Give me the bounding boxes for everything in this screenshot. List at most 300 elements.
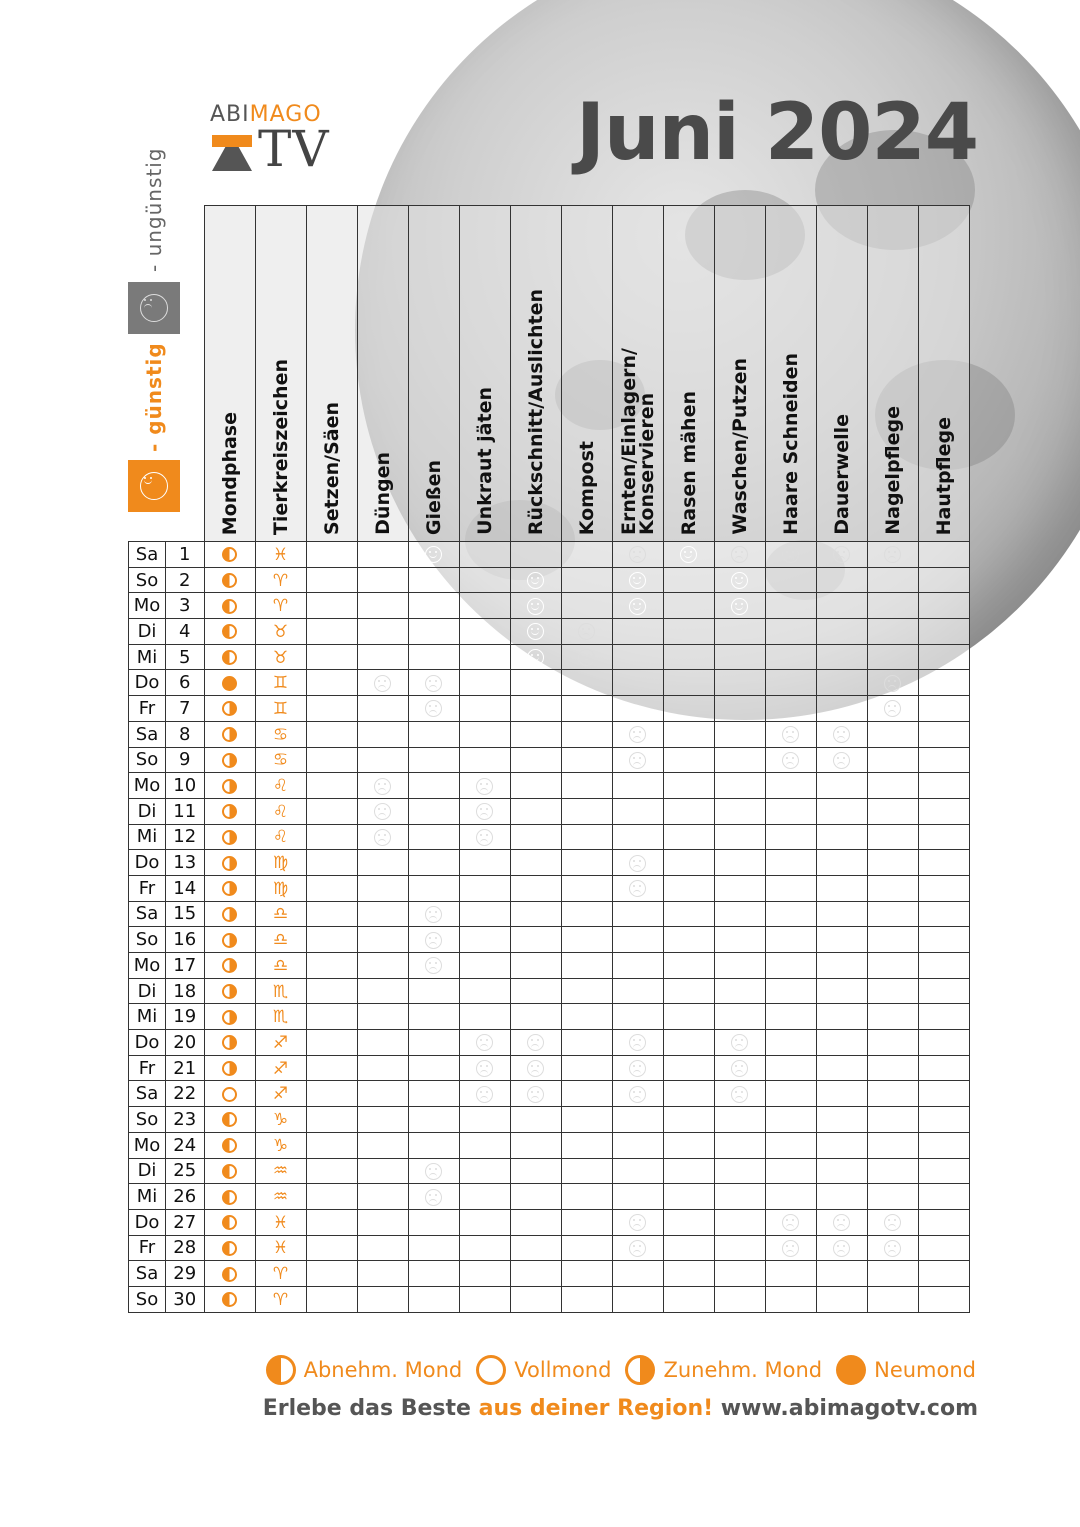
favorable-cell xyxy=(459,1158,510,1184)
empty-cell xyxy=(306,670,357,696)
zodiac-cell xyxy=(255,1286,306,1312)
empty-cell xyxy=(867,927,918,953)
empty-cell xyxy=(561,953,612,979)
column-header-label: Dauerwelle xyxy=(830,414,853,535)
empty-cell xyxy=(408,1081,459,1107)
empty-cell xyxy=(663,798,714,824)
smile-icon xyxy=(527,675,544,692)
favorable-cell xyxy=(408,1004,459,1030)
empty-cell xyxy=(408,1286,459,1312)
wane-moon-icon xyxy=(222,1215,237,1230)
empty-cell xyxy=(663,901,714,927)
weekday-cell: So xyxy=(129,927,166,953)
column-header xyxy=(306,206,357,542)
empty-cell xyxy=(612,1184,663,1210)
empty-cell xyxy=(663,644,714,670)
favorable-cell xyxy=(306,644,357,670)
moon-phase-cell xyxy=(204,721,255,747)
moon-phase-cell xyxy=(204,644,255,670)
date-cell: 22 xyxy=(166,1081,205,1107)
empty-cell xyxy=(918,1004,969,1030)
frown-icon xyxy=(782,1240,799,1257)
smile-icon xyxy=(323,855,340,872)
empty-cell xyxy=(918,1209,969,1235)
empty-cell xyxy=(816,1107,867,1133)
smile-icon xyxy=(782,829,799,846)
favorable-cell xyxy=(765,850,816,876)
frown-icon xyxy=(629,546,646,563)
column-header xyxy=(255,206,306,542)
empty-cell xyxy=(459,953,510,979)
empty-cell xyxy=(357,542,408,568)
unfavorable-cell xyxy=(510,1055,561,1081)
empty-cell xyxy=(561,1286,612,1312)
column-header-label: Unkraut jäten xyxy=(473,387,496,535)
date-cell: 6 xyxy=(166,670,205,696)
empty-cell xyxy=(561,1158,612,1184)
empty-cell xyxy=(663,1184,714,1210)
zodiac-sign-icon: ♌ xyxy=(272,801,289,822)
unfavorable-cell xyxy=(459,824,510,850)
zodiac-cell xyxy=(255,978,306,1004)
unfavorable-cell xyxy=(816,747,867,773)
favorable-cell xyxy=(714,1158,765,1184)
frown-icon xyxy=(425,1189,442,1206)
empty-cell xyxy=(561,1004,612,1030)
empty-cell xyxy=(663,773,714,799)
empty-cell xyxy=(714,1004,765,1030)
unfavorable-cell xyxy=(459,798,510,824)
empty-cell xyxy=(714,644,765,670)
smile-icon xyxy=(323,1291,340,1308)
smile-icon xyxy=(527,598,544,615)
date-cell: 26 xyxy=(166,1184,205,1210)
empty-cell xyxy=(714,747,765,773)
empty-cell xyxy=(714,824,765,850)
empty-cell xyxy=(459,542,510,568)
empty-cell xyxy=(612,978,663,1004)
favorable-cell xyxy=(306,798,357,824)
moon-phase-cell xyxy=(204,1107,255,1133)
empty-cell xyxy=(765,1107,816,1133)
frown-icon xyxy=(782,546,799,563)
favorable-cell xyxy=(612,1286,663,1312)
smile-icon xyxy=(680,1009,697,1026)
wane-moon-icon xyxy=(222,650,237,665)
empty-cell xyxy=(816,1184,867,1210)
empty-cell xyxy=(816,1004,867,1030)
column-header-label: Setzen/Säen xyxy=(320,402,343,535)
date-cell: 13 xyxy=(166,850,205,876)
favorable-cell xyxy=(408,850,459,876)
favorable-cell xyxy=(765,824,816,850)
empty-cell xyxy=(663,747,714,773)
smile-icon xyxy=(731,1240,748,1257)
empty-cell xyxy=(816,927,867,953)
empty-cell xyxy=(918,953,969,979)
empty-cell xyxy=(867,1081,918,1107)
day-row xyxy=(129,644,970,670)
zodiac-sign-icon: ♋ xyxy=(272,724,289,745)
favorable-cell xyxy=(408,721,459,747)
smile-icon xyxy=(425,726,442,743)
moon-legend-label: Zunehm. Mond xyxy=(663,1358,823,1382)
favorable-cell xyxy=(306,1286,357,1312)
unfavorable-cell xyxy=(816,1235,867,1261)
empty-cell xyxy=(816,978,867,1004)
favorable-cell xyxy=(357,1132,408,1158)
smile-icon xyxy=(731,598,748,615)
empty-cell xyxy=(612,670,663,696)
empty-cell xyxy=(510,1158,561,1184)
zodiac-cell xyxy=(255,824,306,850)
unfavorable-cell xyxy=(561,644,612,670)
date-cell: 25 xyxy=(166,1158,205,1184)
empty-cell xyxy=(357,747,408,773)
smile-icon xyxy=(731,572,748,589)
empty-cell xyxy=(408,798,459,824)
moon-phase-cell xyxy=(204,1132,255,1158)
empty-cell xyxy=(918,593,969,619)
abimago-tv-logo[interactable] xyxy=(210,102,340,182)
column-header-label: Kompost xyxy=(575,440,598,535)
favorable-cell xyxy=(357,1081,408,1107)
moon-phase-cell xyxy=(204,542,255,568)
zodiac-cell xyxy=(255,721,306,747)
day-row xyxy=(129,1081,970,1107)
frown-icon xyxy=(731,1086,748,1103)
empty-cell xyxy=(357,696,408,722)
frown-icon xyxy=(425,1163,442,1180)
empty-cell xyxy=(765,1158,816,1184)
date-cell: 20 xyxy=(166,1030,205,1056)
new-moon-icon xyxy=(836,1355,866,1385)
smile-icon xyxy=(323,778,340,795)
smile-icon xyxy=(323,649,340,666)
empty-cell xyxy=(510,927,561,953)
favorable-cell xyxy=(510,593,561,619)
unfavorable-cell xyxy=(357,798,408,824)
zodiac-cell xyxy=(255,875,306,901)
unfavorable-cell xyxy=(510,1030,561,1056)
unfavorable-cell xyxy=(459,1030,510,1056)
favorable-cell xyxy=(918,721,969,747)
empty-cell xyxy=(918,1030,969,1056)
empty-cell xyxy=(918,1184,969,1210)
weekday-cell: Do xyxy=(129,1209,166,1235)
empty-cell xyxy=(357,1158,408,1184)
column-header-label: Ernten/Einlagern/ Konservieren xyxy=(617,348,658,535)
empty-cell xyxy=(408,567,459,593)
frown-icon xyxy=(833,1214,850,1231)
column-header-label: Gießen xyxy=(422,459,445,535)
date-cell: 23 xyxy=(166,1107,205,1133)
favorable-cell xyxy=(459,1184,510,1210)
zodiac-sign-icon: ♎ xyxy=(272,904,289,925)
frown-icon xyxy=(629,1240,646,1257)
day-row xyxy=(129,567,970,593)
smile-icon xyxy=(323,880,340,897)
empty-cell xyxy=(306,1004,357,1030)
zodiac-sign-icon: ♒ xyxy=(272,1187,289,1208)
empty-cell xyxy=(306,1184,357,1210)
empty-cell xyxy=(816,901,867,927)
moon-legend-item xyxy=(476,1355,611,1385)
smile-icon xyxy=(476,1137,493,1154)
day-row xyxy=(129,953,970,979)
empty-cell xyxy=(918,619,969,645)
moon-phase-cell xyxy=(204,798,255,824)
smile-icon xyxy=(935,880,952,897)
zodiac-sign-icon: ♓ xyxy=(272,1238,289,1259)
empty-cell xyxy=(714,850,765,876)
empty-cell xyxy=(765,1261,816,1287)
column-header-label: Tierkreiszeichen xyxy=(269,358,292,535)
empty-cell xyxy=(663,824,714,850)
empty-cell xyxy=(306,747,357,773)
favorable-cell xyxy=(918,1132,969,1158)
favorable-cell xyxy=(510,1107,561,1133)
empty-cell xyxy=(663,1081,714,1107)
zodiac-cell xyxy=(255,696,306,722)
zodiac-cell xyxy=(255,1261,306,1287)
empty-cell xyxy=(867,1286,918,1312)
zodiac-sign-icon: ♍ xyxy=(272,878,289,899)
empty-cell xyxy=(459,721,510,747)
favorable-cell xyxy=(306,619,357,645)
empty-cell xyxy=(510,542,561,568)
frown-icon xyxy=(425,957,442,974)
empty-cell xyxy=(816,644,867,670)
favorable-cell xyxy=(408,1209,459,1235)
empty-cell xyxy=(561,798,612,824)
wax-moon-icon xyxy=(222,701,237,716)
day-row xyxy=(129,798,970,824)
day-row xyxy=(129,875,970,901)
unfavorable-cell xyxy=(408,927,459,953)
frown-icon xyxy=(731,1060,748,1077)
frown-icon xyxy=(578,623,595,640)
empty-cell xyxy=(561,927,612,953)
weekday-cell: Mo xyxy=(129,773,166,799)
favorable-cell xyxy=(714,1261,765,1287)
smile-icon xyxy=(884,1060,901,1077)
empty-cell xyxy=(714,773,765,799)
frown-icon xyxy=(527,1086,544,1103)
wax-moon-icon xyxy=(222,753,237,768)
favorable-cell xyxy=(663,1004,714,1030)
moon-phase-cell xyxy=(204,1184,255,1210)
frown-icon xyxy=(374,778,391,795)
unfavorable-cell xyxy=(408,670,459,696)
empty-cell xyxy=(561,670,612,696)
smile-icon xyxy=(374,1266,391,1283)
empty-cell xyxy=(357,1235,408,1261)
zodiac-cell xyxy=(255,1004,306,1030)
unfavorable-cell xyxy=(612,875,663,901)
favorable-cell xyxy=(714,1184,765,1210)
empty-cell xyxy=(408,619,459,645)
empty-cell xyxy=(561,901,612,927)
smile-icon xyxy=(527,623,544,640)
empty-cell xyxy=(357,1209,408,1235)
weekday-cell: So xyxy=(129,1107,166,1133)
empty-cell xyxy=(918,824,969,850)
column-header xyxy=(357,206,408,542)
empty-cell xyxy=(561,721,612,747)
empty-cell xyxy=(714,696,765,722)
empty-cell xyxy=(561,593,612,619)
date-cell: 16 xyxy=(166,927,205,953)
moon-legend-label: Abnehm. Mond xyxy=(303,1358,463,1382)
day-row xyxy=(129,1184,970,1210)
moon-phase-cell xyxy=(204,1286,255,1312)
empty-cell xyxy=(663,1158,714,1184)
zodiac-sign-icon: ♐ xyxy=(272,1032,289,1053)
empty-cell xyxy=(459,696,510,722)
zodiac-cell xyxy=(255,798,306,824)
empty-cell xyxy=(612,953,663,979)
favorable-cell xyxy=(357,1286,408,1312)
moon-phase-cell xyxy=(204,747,255,773)
favorable-cell xyxy=(306,850,357,876)
frown-icon xyxy=(374,803,391,820)
zodiac-sign-icon: ♈ xyxy=(272,1289,289,1310)
empty-cell xyxy=(510,953,561,979)
frown-icon xyxy=(629,1086,646,1103)
weekday-cell: Di xyxy=(129,1158,166,1184)
favorable-cell xyxy=(306,1030,357,1056)
zodiac-cell xyxy=(255,1055,306,1081)
empty-cell xyxy=(714,619,765,645)
favorable-cell xyxy=(357,1107,408,1133)
new-moon-icon xyxy=(222,676,237,691)
zodiac-sign-icon: ♐ xyxy=(272,1084,289,1105)
zodiac-cell xyxy=(255,1235,306,1261)
empty-cell xyxy=(663,1286,714,1312)
favorable-cell xyxy=(357,567,408,593)
column-header xyxy=(510,206,561,542)
favorable-cell xyxy=(612,1261,663,1287)
zodiac-cell xyxy=(255,644,306,670)
frown-icon xyxy=(884,546,901,563)
moon-phase-cell xyxy=(204,773,255,799)
smile-icon xyxy=(935,1111,952,1128)
wax-moon-icon xyxy=(222,907,237,922)
unfavorable-cell xyxy=(765,721,816,747)
logo-wordmark: ABIMAGO xyxy=(210,102,322,127)
unfavorable-cell xyxy=(765,542,816,568)
frown-icon xyxy=(833,726,850,743)
empty-cell xyxy=(306,927,357,953)
unfavorable-cell xyxy=(408,696,459,722)
empty-cell xyxy=(765,1004,816,1030)
legend-good-label: - günstig xyxy=(142,342,166,452)
favorable-cell xyxy=(918,1107,969,1133)
date-cell: 1 xyxy=(166,542,205,568)
favorable-cell xyxy=(408,1235,459,1261)
weekday-cell: Do xyxy=(129,670,166,696)
empty-cell xyxy=(357,1184,408,1210)
weekday-cell: Fr xyxy=(129,875,166,901)
unfavorable-cell xyxy=(867,670,918,696)
empty-cell xyxy=(357,850,408,876)
day-row xyxy=(129,696,970,722)
empty-cell xyxy=(867,593,918,619)
empty-cell xyxy=(357,1004,408,1030)
unfavorable-cell xyxy=(714,1055,765,1081)
zodiac-sign-icon: ♒ xyxy=(272,1161,289,1182)
smile-icon xyxy=(731,1214,748,1231)
empty-cell xyxy=(816,567,867,593)
empty-cell xyxy=(459,670,510,696)
weekday-cell: Mo xyxy=(129,1132,166,1158)
smile-icon xyxy=(374,1086,391,1103)
empty-cell xyxy=(510,1209,561,1235)
empty-cell xyxy=(561,773,612,799)
date-cell: 24 xyxy=(166,1132,205,1158)
favorable-cell xyxy=(714,593,765,619)
zodiac-cell xyxy=(255,567,306,593)
moon-calendar-table xyxy=(128,205,970,1313)
weekday-cell: Di xyxy=(129,798,166,824)
weekday-cell: Mo xyxy=(129,593,166,619)
zodiac-sign-icon: ♌ xyxy=(272,827,289,848)
moon-phase-cell xyxy=(204,1261,255,1287)
empty-cell xyxy=(459,644,510,670)
empty-cell xyxy=(765,1081,816,1107)
empty-cell xyxy=(408,1261,459,1287)
smile-icon xyxy=(680,983,697,1000)
wax-moon-icon xyxy=(222,779,237,794)
favorable-cell xyxy=(612,567,663,593)
empty-cell xyxy=(816,824,867,850)
empty-cell xyxy=(765,567,816,593)
favorable-cell xyxy=(459,1132,510,1158)
date-cell: 5 xyxy=(166,644,205,670)
zodiac-sign-icon: ♏ xyxy=(272,1007,289,1028)
favorable-cell xyxy=(561,1132,612,1158)
favorable-cell xyxy=(510,567,561,593)
wane-moon-icon xyxy=(222,1138,237,1153)
empty-cell xyxy=(510,978,561,1004)
day-row xyxy=(129,542,970,568)
favorable-cell xyxy=(357,1261,408,1287)
favorable-cell xyxy=(459,1107,510,1133)
frown-icon xyxy=(782,1214,799,1231)
smile-icon xyxy=(578,1111,595,1128)
empty-cell xyxy=(816,1132,867,1158)
empty-cell xyxy=(816,953,867,979)
empty-cell xyxy=(306,696,357,722)
smile-icon xyxy=(323,598,340,615)
favorable-cell xyxy=(714,1235,765,1261)
smile-icon xyxy=(680,726,697,743)
empty-cell xyxy=(510,850,561,876)
moon-phase-cell xyxy=(204,1030,255,1056)
zodiac-sign-icon: ♊ xyxy=(272,698,289,719)
frown-icon xyxy=(476,829,493,846)
empty-cell xyxy=(561,1209,612,1235)
empty-cell xyxy=(510,875,561,901)
moon-phase-cell xyxy=(204,1209,255,1235)
weekday-cell: Sa xyxy=(129,542,166,568)
empty-cell xyxy=(612,644,663,670)
empty-cell xyxy=(612,696,663,722)
favorable-cell xyxy=(510,644,561,670)
moon-phase-cell xyxy=(204,1158,255,1184)
zodiac-sign-icon: ♑ xyxy=(272,1135,289,1156)
